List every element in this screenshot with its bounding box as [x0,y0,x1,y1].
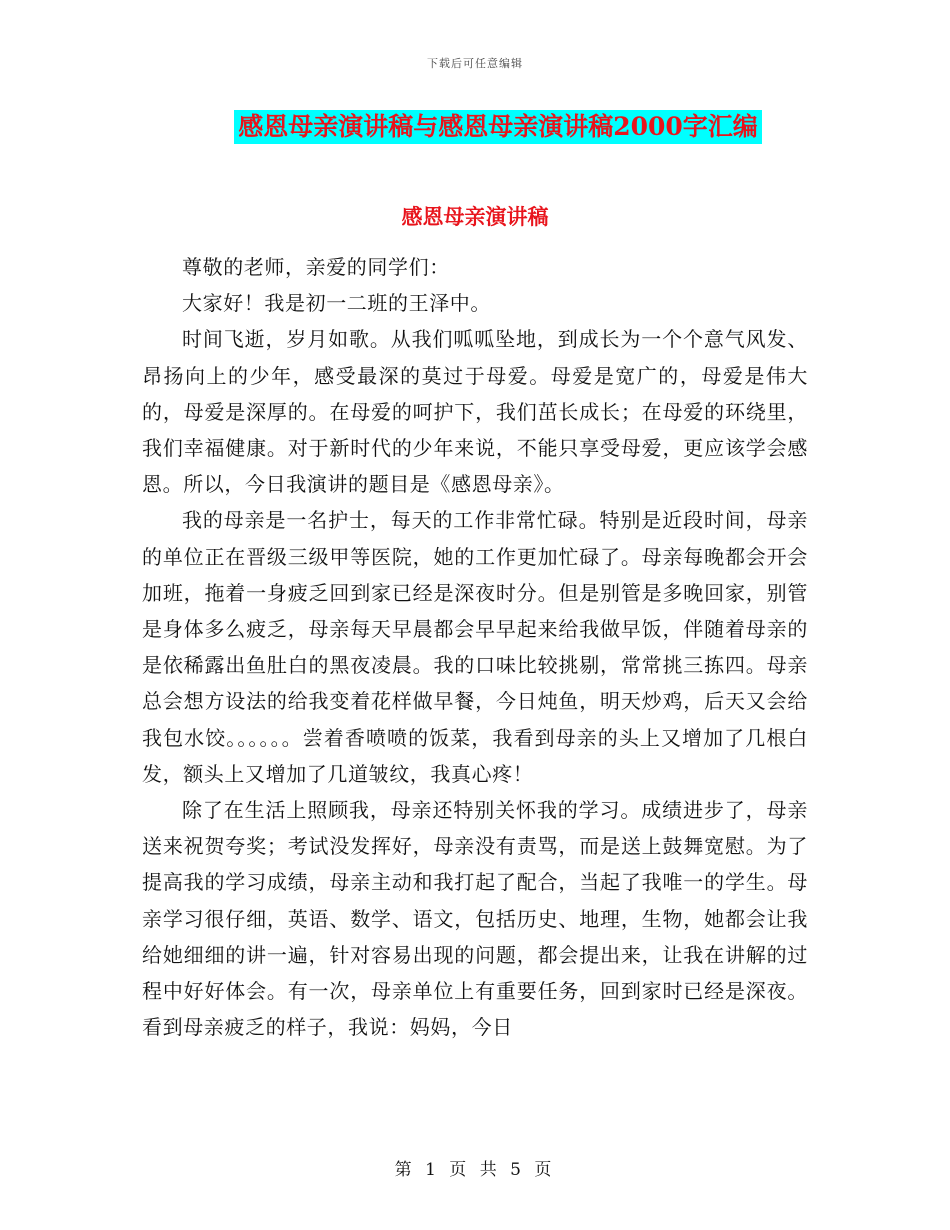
main-title-container [0,110,950,144]
header-note: 下载后可任意编辑 [427,57,523,70]
paragraph-greeting: 大家好！我是初一二班的王泽中。 [182,291,491,316]
page-number-footer: 第 1 页 共 5 页 [394,1160,556,1180]
main-title: 感恩母亲演讲稿与感恩母亲演讲稿2000字汇编 [234,110,762,144]
paragraph-mother-work: 我的母亲是一名护士，每天的工作非常忙碌。特别是近段时间，母亲的单位正在晋级三级甲等医院，她的工作更加忙碌了。母亲每晚都会开会加班，拖着一身疲乏回到家已经是深夜时分。但是别管是多晚回家，别管是身体多么疲乏，母亲每天早晨都会早早起来给我做早饭，伴随着母亲的是依稀露出鱼肚白的黑夜凌晨。我的口味比较挑剔，常常挑三拣四。母亲总会想方设法的给我变着花样做早餐，今日炖鱼，明天炒鸡，后天又会给我包水饺。。。。。。尝着香喷喷的饭菜，我看到母亲的头上又增加了几根白发，额头上又增加了几道皱纹，我真心疼！ [142,508,808,786]
section-title: 感恩母亲演讲稿 [401,204,549,229]
paragraph-salutation: 尊敬的老师，亲爱的同学们： [182,255,450,279]
paragraph-intro: 时间飞逝，岁月如歌。从我们呱呱坠地，到成长为一个个意气风发、昂扬向上的少年，感受最深的莫过于母爱。母爱是宽广的，母爱是伟大的，母爱是深厚的。在母爱的呵护下，我们茁长成长；在母爱的环绕里，我们幸福健康。对于新时代的少年来说，不能只享受母爱，更应该学会感恩。所以，今日我演讲的题目是《感恩母亲》。 [142,327,808,497]
paragraph-mother-study: 除了在生活上照顾我，母亲还特别关怀我的学习。成绩进步了，母亲送来祝贺夸奖；考试没发挥好，母亲没有责骂，而是送上鼓舞宽慰。为了提高我的学习成绩，母亲主动和我打起了配合，当起了我唯一的学生。母亲学习很仔细，英语、数学、语文，包括历史、地理，生物，她都会让我给她细细的讲一遍，针对容易出现的问题，都会提出来，让我在讲解的过程中好好体会。有一次，母亲单位上有重要任务，回到家时已经是深夜。看到母亲疲乏的样子，我说：妈妈，今日 [142,798,808,1040]
document-body [142,249,808,1045]
